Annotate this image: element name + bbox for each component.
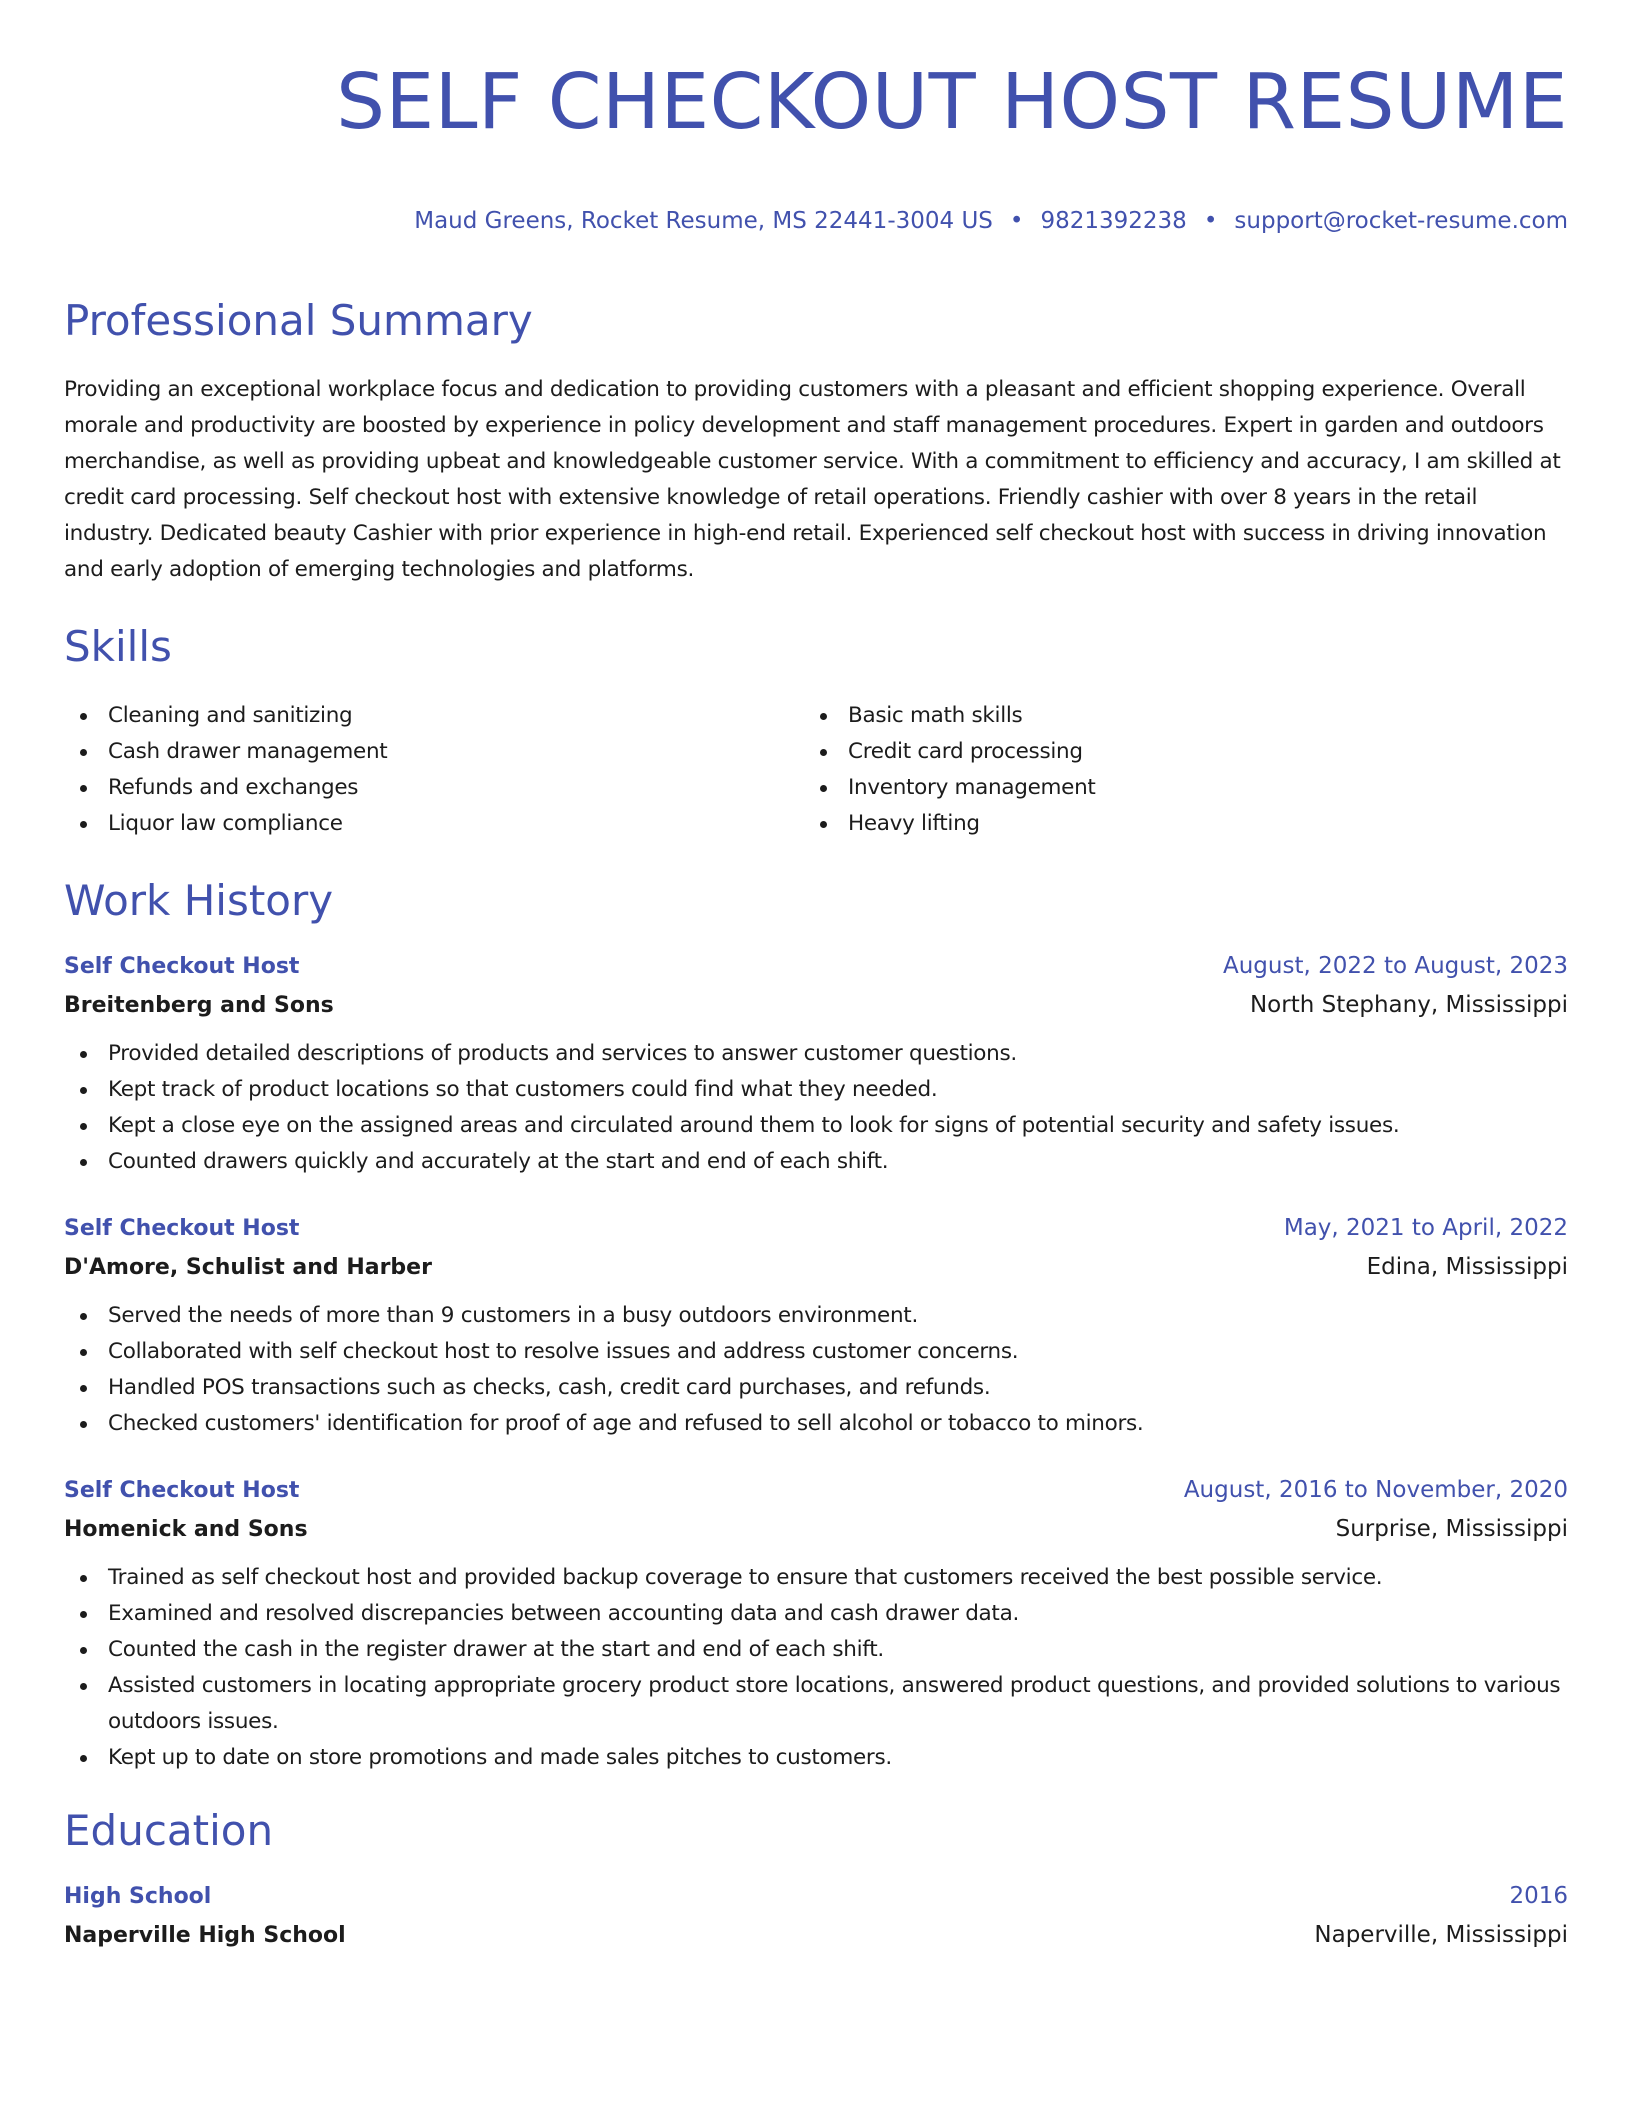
- job-title: Self Checkout Host: [64, 954, 300, 979]
- job-title: Self Checkout Host: [64, 1216, 300, 1241]
- education-school: Naperville High School: [64, 1923, 346, 1948]
- duty-item: Checked customers' identification for proof of age and refused to sell alcohol or tobacco to minors.: [64, 1406, 1568, 1442]
- skill-item: Heavy lifting: [804, 806, 1544, 842]
- education-heading: Education: [64, 1806, 274, 1855]
- duty-item: Counted the cash in the register drawer at the start and end of each shift.: [64, 1632, 1568, 1668]
- job-entry: [64, 1210, 1568, 1442]
- job-dates: August, 2022 to August, 2023: [1223, 953, 1568, 979]
- contact-email: support@rocket-resume.com: [1234, 208, 1568, 234]
- work-history-heading: Work History: [64, 876, 334, 925]
- job-title: Self Checkout Host: [64, 1478, 300, 1503]
- duty-item: Provided detailed descriptions of products and services to answer customer questions.: [64, 1036, 1568, 1072]
- job-company: Breitenberg and Sons: [64, 993, 334, 1018]
- skill-item: Cleaning and sanitizing: [64, 698, 804, 734]
- summary-heading: Professional Summary: [64, 296, 533, 345]
- duty-item: Collaborated with self checkout host to resolve issues and address customer concerns.: [64, 1334, 1568, 1370]
- skills-column-right: [804, 698, 1544, 842]
- skill-item: Liquor law compliance: [64, 806, 804, 842]
- duty-item: Counted drawers quickly and accurately at the start and end of each shift.: [64, 1144, 1568, 1180]
- job-duties: [64, 1560, 1568, 1776]
- duty-item: Kept track of product locations so that customers could find what they needed.: [64, 1072, 1568, 1108]
- skill-item: Inventory management: [804, 770, 1544, 806]
- education-location: Naperville, Mississippi: [1314, 1922, 1568, 1948]
- duty-item: Trained as self checkout host and provided backup coverage to ensure that customers received the best possible service.: [64, 1560, 1568, 1596]
- skill-item: Credit card processing: [804, 734, 1544, 770]
- job-entry: [64, 948, 1568, 1180]
- contact-address: Maud Greens, Rocket Resume, MS 22441-3004 US: [414, 208, 993, 234]
- job-company: Homenick and Sons: [64, 1517, 308, 1542]
- contact-line: [64, 208, 1568, 234]
- job-entry: [64, 1472, 1568, 1776]
- skills-column-left: [64, 698, 804, 842]
- job-location: Edina, Mississippi: [1366, 1254, 1568, 1280]
- duty-item: Kept a close eye on the assigned areas and circulated around them to look for signs of potential security and safety issues.: [64, 1108, 1568, 1144]
- education-entry: [64, 1878, 1568, 1956]
- contact-separator: •: [1009, 208, 1024, 234]
- summary-text: Providing an exceptional workplace focus and dedication to providing customers with a pleasant and efficient shopping experience. Overall morale and productivity are boosted by experience in policy development and staff management procedures. Expert in garden and outdoors merchandise, as well as providing upbeat and knowledgeable customer service. With a commitment to efficiency and accuracy, I am skilled at credit card processing. Self checkout host with extensive knowledge of retail operations. Friendly cashier with over 8 years in the retail industry. Dedicated beauty Cashier with prior experience in high-end retail. Experienced self checkout host with success in driving innovation and early adoption of emerging technologies and platforms.: [64, 377, 1561, 582]
- education-year: 2016: [1509, 1883, 1568, 1909]
- contact-separator: •: [1203, 208, 1218, 234]
- skill-item: Basic math skills: [804, 698, 1544, 734]
- duty-item: Examined and resolved discrepancies between accounting data and cash drawer data.: [64, 1596, 1568, 1632]
- duty-item: Handled POS transactions such as checks, cash, credit card purchases, and refunds.: [64, 1370, 1568, 1406]
- skills-heading: Skills: [64, 622, 172, 671]
- contact-phone: 9821392238: [1040, 208, 1187, 234]
- job-duties: [64, 1298, 1568, 1442]
- skill-item: Cash drawer management: [64, 734, 804, 770]
- resume-title: SELF CHECKOUT HOST RESUME: [336, 58, 1568, 147]
- job-company: D'Amore, Schulist and Harber: [64, 1255, 432, 1280]
- education-degree: High School: [64, 1884, 212, 1909]
- skill-item: Refunds and exchanges: [64, 770, 804, 806]
- duty-item: Assisted customers in locating appropriate grocery product store locations, answered product questions, and provided solutions to various outdoors issues.: [64, 1668, 1568, 1740]
- skills-list: [64, 698, 1568, 842]
- job-location: North Stephany, Mississippi: [1249, 992, 1568, 1018]
- job-location: Surprise, Mississippi: [1335, 1516, 1568, 1542]
- duty-item: Kept up to date on store promotions and made sales pitches to customers.: [64, 1740, 1568, 1776]
- job-duties: [64, 1036, 1568, 1180]
- duty-item: Served the needs of more than 9 customers in a busy outdoors environment.: [64, 1298, 1568, 1334]
- job-dates: May, 2021 to April, 2022: [1283, 1215, 1568, 1241]
- job-dates: August, 2016 to November, 2020: [1183, 1477, 1568, 1503]
